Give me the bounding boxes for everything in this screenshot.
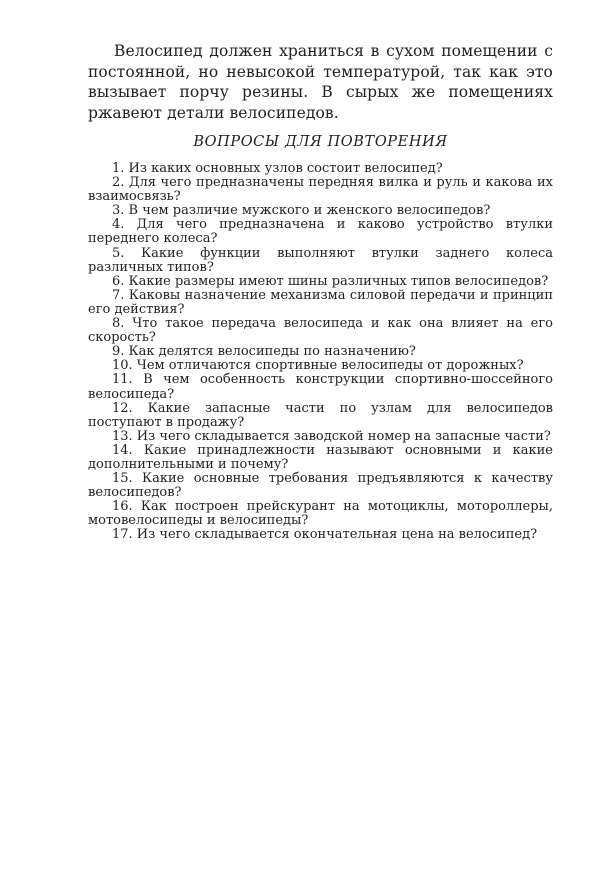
- question-12: 12. Какие запасные части по узлам для велосипедов поступают в продажу?: [88, 400, 553, 430]
- question-9: 9. Как делятся велосипеды по назначению?: [112, 344, 416, 360]
- question-10: 10. Чем отличаются спортивные велосипеды от дорожных?: [112, 358, 524, 374]
- section-heading: ВОПРОСЫ ДЛЯ ПОВТОРЕНИЯ: [193, 134, 448, 150]
- question-15: 15. Какие основные требования предъявляются к качеству велосипедов?: [88, 471, 553, 501]
- question-11: 11. В чем особенность конструкции спортивно-шоссейного велосипеда?: [88, 372, 553, 402]
- question-7: 7. Каковы назначение механизма силовой передачи и принцип его действия?: [88, 287, 553, 317]
- review-questions-list: [88, 162, 553, 543]
- question-4: 4. Для чего предназначена и каково устройство втулки переднего колеса?: [88, 217, 553, 247]
- question-13: 13. Из чего складывается заводской номер на запасные части?: [112, 428, 551, 444]
- question-1: 1. Из каких основных узлов состоит велосипед?: [112, 161, 443, 176]
- question-17: 17. Из чего складывается окончательная цена на велосипед?: [112, 527, 538, 543]
- question-6: 6. Какие размеры имеют шины различных типов велосипедов?: [112, 273, 549, 289]
- question-8: 8. Что такое передача велосипеда и как она влияет на его скорость?: [88, 316, 553, 346]
- intro-paragraph: Велосипед должен храниться в сухом помещении с постоянной, но невысокой температурой, так как это вызывает порчу резины. В сырых же помещениях ржавеют детали велосипедов.: [88, 42, 553, 122]
- question-16: 16. Как построен прейскурант на мотоциклы, мотороллеры, мотовелосипеды и велосипеды?: [88, 499, 553, 529]
- question-2: 2. Для чего предназначены передняя вилка и руль и какова их взаимосвязь?: [88, 175, 553, 205]
- question-5: 5. Какие функции выполняют втулки заднего колеса различных типов?: [88, 245, 553, 275]
- question-3: 3. В чем различие мужского и женского велосипедов?: [112, 203, 491, 219]
- question-14: 14. Какие принадлежности называют основными и какие дополнительными и почему?: [88, 442, 553, 472]
